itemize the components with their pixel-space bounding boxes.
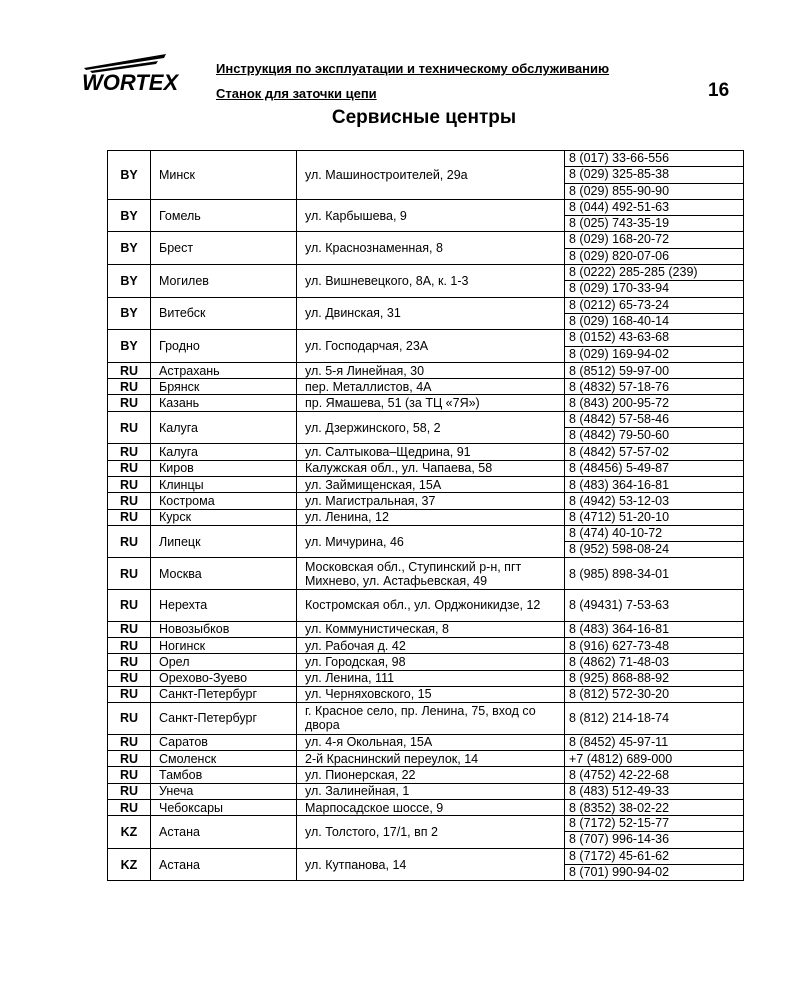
phones <box>565 199 744 232</box>
phones <box>565 411 744 444</box>
address: Калужская обл., ул. Чапаева, 58 <box>297 460 565 476</box>
table-row <box>108 654 744 670</box>
phone-number: 8 (483) 364-16-81 <box>565 476 744 492</box>
phone-number: 8 (8512) 59-97-00 <box>565 362 744 378</box>
address: ул. 5-я Линейная, 30 <box>297 362 565 378</box>
phone-number: 8 (017) 33-66-556 <box>569 151 670 165</box>
city: Новозыбков <box>151 621 297 637</box>
country-code: RU <box>108 767 151 783</box>
table-row <box>108 395 744 411</box>
table-row <box>108 525 744 558</box>
country-code: BY <box>108 151 151 200</box>
city: Казань <box>151 395 297 411</box>
country-code: BY <box>108 297 151 330</box>
table-row <box>108 493 744 509</box>
address: ул. Пионерская, 22 <box>297 767 565 783</box>
phones <box>565 232 744 265</box>
page-title: Сервисные центры <box>331 107 517 128</box>
address: ул. Толстого, 17/1, вп 2 <box>297 816 565 849</box>
country-code: BY <box>108 330 151 363</box>
table-row <box>108 232 744 265</box>
table-row <box>108 362 744 378</box>
address: ул. 4-я Окольная, 15А <box>297 734 565 750</box>
phone-number: 8 (707) 996-14-36 <box>565 831 743 847</box>
phone-number: 8 (925) 868-88-92 <box>565 670 744 686</box>
phone-number: 8 (48456) 5-49-87 <box>565 460 744 476</box>
address: ул. Черняховского, 15 <box>297 686 565 702</box>
phone-number: 8 (7172) 45-61-62 <box>569 848 670 863</box>
country-code: RU <box>108 411 151 444</box>
country-code: RU <box>108 379 151 395</box>
country-code: RU <box>108 362 151 378</box>
phones <box>565 265 744 298</box>
city: Гомель <box>151 199 297 232</box>
table-row <box>108 750 744 766</box>
city: Саратов <box>151 734 297 750</box>
table-row <box>108 460 744 476</box>
phone-number: 8 (029) 168-40-14 <box>565 313 743 329</box>
city: Липецк <box>151 525 297 558</box>
phone-number: 8 (029) 170-33-94 <box>565 280 743 296</box>
country-code: RU <box>108 670 151 686</box>
country-code: RU <box>108 493 151 509</box>
address: ул. Краснознаменная, 8 <box>297 232 565 265</box>
table-row <box>108 444 744 460</box>
country-code: RU <box>108 558 151 590</box>
phone-number: 8 (49431) 7-53-63 <box>565 590 744 622</box>
phones <box>565 297 744 330</box>
phone-number: 8 (812) 214-18-74 <box>565 703 744 735</box>
phone-number: 8 (8352) 38-02-22 <box>565 799 744 815</box>
table-row <box>108 590 744 622</box>
country-code: RU <box>108 444 151 460</box>
manual-title: Инструкция по эксплуатации и техническому обслуживанию <box>216 61 610 76</box>
table-row <box>108 783 744 799</box>
address: ул. Салтыкова–Щедрина, 91 <box>297 444 565 460</box>
phone-number: 8 (701) 990-94-02 <box>565 864 743 880</box>
city: Курск <box>151 509 297 525</box>
city: Москва <box>151 558 297 590</box>
phone-number: 8 (985) 898-34-01 <box>565 558 744 590</box>
phone-number: 8 (044) 492-51-63 <box>569 199 670 214</box>
address: Московская обл., Ступинский р-н, пгт Михнево, ул. Астафьевская, 49 <box>297 558 565 590</box>
country-code: RU <box>108 395 151 411</box>
country-code: KZ <box>108 848 151 881</box>
country-code: BY <box>108 232 151 265</box>
city: Санкт-Петербург <box>151 686 297 702</box>
phone-number: 8 (029) 168-20-72 <box>569 232 670 247</box>
phone-number: 8 (4842) 79-50-60 <box>565 427 743 443</box>
country-code: RU <box>108 783 151 799</box>
table-row <box>108 637 744 653</box>
phone-number: 8 (4832) 57-18-76 <box>565 379 744 395</box>
address: ул. Займищенская, 15А <box>297 476 565 492</box>
country-code: RU <box>108 525 151 558</box>
country-code: RU <box>108 703 151 735</box>
phone-number: 8 (4842) 57-57-02 <box>565 444 744 460</box>
city: Унеча <box>151 783 297 799</box>
phone-number: 8 (025) 743-35-19 <box>565 215 743 231</box>
phone-number: 8 (029) 820-07-06 <box>565 248 743 264</box>
city: Витебск <box>151 297 297 330</box>
address: ул. Ленина, 12 <box>297 509 565 525</box>
phone-number: 8 (4752) 42-22-68 <box>565 767 744 783</box>
table-row <box>108 686 744 702</box>
table-row <box>108 799 744 815</box>
phones <box>565 525 744 558</box>
country-code: RU <box>108 509 151 525</box>
phone-number: 8 (916) 627-73-48 <box>565 637 744 653</box>
address: ул. Залинейная, 1 <box>297 783 565 799</box>
phone-number: 8 (952) 598-08-24 <box>565 541 743 557</box>
phones <box>565 848 744 881</box>
address: ул. Ленина, 111 <box>297 670 565 686</box>
address: ул. Кутпанова, 14 <box>297 848 565 881</box>
address: ул. Господарчая, 23А <box>297 330 565 363</box>
phone-number: 8 (7172) 52-15-77 <box>569 816 670 831</box>
table-row <box>108 411 744 444</box>
phone-number: 8 (029) 855-90-90 <box>565 183 743 199</box>
city: Санкт-Петербург <box>151 703 297 735</box>
table-row <box>108 151 744 200</box>
phone-number: 8 (483) 512-49-33 <box>565 783 744 799</box>
phones <box>565 816 744 849</box>
address: пр. Ямашева, 51 (за ТЦ «7Я») <box>297 395 565 411</box>
address: ул. Дзержинского, 58, 2 <box>297 411 565 444</box>
city: Могилев <box>151 265 297 298</box>
address: пер. Металлистов, 4А <box>297 379 565 395</box>
address: ул. Мичурина, 46 <box>297 525 565 558</box>
city: Чебоксары <box>151 799 297 815</box>
phone-number: 8 (029) 169-94-02 <box>565 346 743 362</box>
country-code: RU <box>108 686 151 702</box>
table-row <box>108 767 744 783</box>
city: Тамбов <box>151 767 297 783</box>
country-code: KZ <box>108 816 151 849</box>
city: Орехово-Зуево <box>151 670 297 686</box>
country-code: RU <box>108 799 151 815</box>
city: Нерехта <box>151 590 297 622</box>
phone-number: 8 (483) 364-16-81 <box>565 621 744 637</box>
table-row <box>108 670 744 686</box>
address: Костромская обл., ул. Орджоникидзе, 12 <box>297 590 565 622</box>
table-row <box>108 816 744 849</box>
country-code: RU <box>108 637 151 653</box>
logo-text: WORTEX <box>82 70 179 94</box>
table-row <box>108 379 744 395</box>
city: Астрахань <box>151 362 297 378</box>
country-code: BY <box>108 265 151 298</box>
city: Смоленск <box>151 750 297 766</box>
table-row <box>108 509 744 525</box>
table-row <box>108 848 744 881</box>
city: Гродно <box>151 330 297 363</box>
phone-number: 8 (8452) 45-97-11 <box>565 734 744 750</box>
table-row <box>108 476 744 492</box>
city: Орел <box>151 654 297 670</box>
address: ул. Двинская, 31 <box>297 297 565 330</box>
address: ул. Коммунистическая, 8 <box>297 621 565 637</box>
table-row <box>108 297 744 330</box>
table-row <box>108 330 744 363</box>
city: Киров <box>151 460 297 476</box>
city: Астана <box>151 816 297 849</box>
phone-number: 8 (0212) 65-73-24 <box>569 297 670 312</box>
city: Клинцы <box>151 476 297 492</box>
city: Брянск <box>151 379 297 395</box>
country-code: RU <box>108 476 151 492</box>
manual-subtitle: Станок для заточки цепи <box>216 86 377 101</box>
phone-number: 8 (0222) 285-285 (239) <box>569 265 698 280</box>
address: г. Красное село, пр. Ленина, 75, вход со двора <box>297 703 565 735</box>
table-row <box>108 734 744 750</box>
country-code: RU <box>108 460 151 476</box>
phone-number: 8 (029) 325-85-38 <box>565 166 743 182</box>
service-centers-table <box>107 150 744 881</box>
country-code: RU <box>108 750 151 766</box>
city: Калуга <box>151 411 297 444</box>
city: Ногинск <box>151 637 297 653</box>
address: 2-й Краснинский переулок, 14 <box>297 750 565 766</box>
city: Минск <box>151 151 297 200</box>
address: ул. Рабочая д. 42 <box>297 637 565 653</box>
table-row <box>108 199 744 232</box>
table-row <box>108 265 744 298</box>
phone-number: 8 (843) 200-95-72 <box>565 395 744 411</box>
city: Астана <box>151 848 297 881</box>
country-code: RU <box>108 654 151 670</box>
phone-number: 8 (4842) 57-58-46 <box>569 411 670 426</box>
address: ул. Городская, 98 <box>297 654 565 670</box>
phone-number: 8 (4942) 53-12-03 <box>565 493 744 509</box>
phone-number: 8 (474) 40-10-72 <box>569 525 663 540</box>
phone-number: 8 (0152) 43-63-68 <box>569 330 670 345</box>
city: Кострома <box>151 493 297 509</box>
table-row <box>108 621 744 637</box>
country-code: RU <box>108 621 151 637</box>
page-number: 16 <box>708 80 730 101</box>
city: Калуга <box>151 444 297 460</box>
address: Марпосадское шоссе, 9 <box>297 799 565 815</box>
phone-number: 8 (4712) 51-20-10 <box>565 509 744 525</box>
wortex-logo <box>80 50 202 94</box>
phones <box>565 330 744 363</box>
phones <box>565 151 744 200</box>
address: ул. Карбышева, 9 <box>297 199 565 232</box>
city: Брест <box>151 232 297 265</box>
address: ул. Машиностроителей, 29а <box>297 151 565 200</box>
address: ул. Вишневецкого, 8А, к. 1-3 <box>297 265 565 298</box>
table-row <box>108 558 744 590</box>
phone-number: 8 (4862) 71-48-03 <box>565 654 744 670</box>
phone-number: 8 (812) 572-30-20 <box>565 686 744 702</box>
country-code: RU <box>108 590 151 622</box>
address: ул. Магистральная, 37 <box>297 493 565 509</box>
country-code: BY <box>108 199 151 232</box>
table-row <box>108 703 744 735</box>
country-code: RU <box>108 734 151 750</box>
phone-number: +7 (4812) 689-000 <box>565 750 744 766</box>
